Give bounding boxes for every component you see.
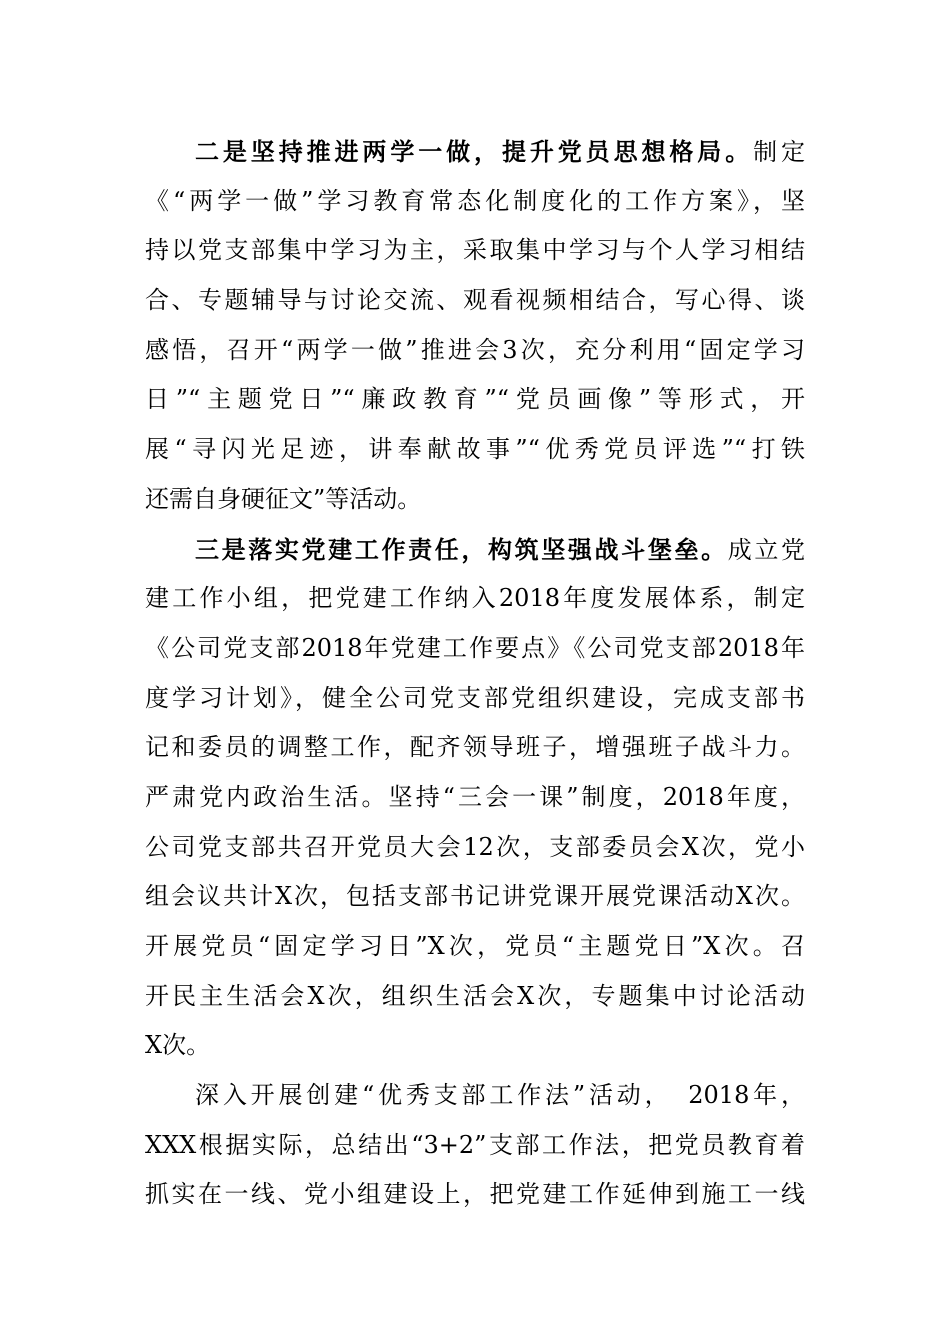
- document-page: [145, 127, 805, 1220]
- paragraph-line: 记和委员的调整工作，配齐领导班子，增强班子战斗力。: [145, 733, 805, 762]
- paragraph-two-learn-one-do: [145, 127, 805, 525]
- paragraph-text: 制定: [753, 138, 805, 166]
- paragraph-line: 建工作小组，把党建工作纳入2018年度发展体系，制定: [145, 584, 805, 613]
- paragraph-excellent-branch-method: [145, 1071, 805, 1220]
- paragraph-line: 度学习计划》，健全公司党支部党组织建设，完成支部书: [145, 683, 805, 712]
- paragraph-line: [145, 525, 805, 575]
- paragraph-line: 抓实在一线、党小组建设上，把党建工作延伸到施工一线: [145, 1180, 805, 1209]
- paragraph-heading: 二是坚持推进两学一做，提升党员思想格局。: [195, 137, 754, 166]
- paragraph-line: 组会议共计X次，包括支部书记讲党课开展党课活动X次。: [145, 882, 805, 911]
- paragraph-heading: 三是落实党建工作责任，构筑坚强战斗堡垒。: [195, 534, 728, 564]
- paragraph-line: 《“两学一做”学习教育常态化制度化的工作方案》，坚: [145, 186, 805, 215]
- paragraph-line: 开展党员“固定学习日”X次，党员“主题党日”X次。召: [145, 932, 805, 960]
- paragraph-line: 深入开展创建“优秀支部工作法”活动， 2018年，: [195, 1081, 805, 1110]
- paragraph-line: 持以党支部集中学习为主，采取集中学习与个人学习相结: [145, 236, 805, 265]
- paragraph-text: 成立党: [727, 535, 806, 564]
- paragraph-line: 日”“主题党日”“廉政教育”“党员画像”等形式，开: [145, 385, 805, 414]
- paragraph-line: 展“寻闪光足迹，讲奉献故事”“优秀党员评选”“打铁: [145, 435, 805, 464]
- paragraph-line: 感悟，召开“两学一做”推进会3次，充分利用“固定学习: [145, 335, 805, 364]
- paragraph-line: 公司党支部共召开党员大会12次，支部委员会X次，党小: [145, 832, 805, 861]
- paragraph-line: XXX根据实际，总结出“3+2”支部工作法，把党员教育着: [145, 1130, 805, 1159]
- paragraph-line: [145, 127, 805, 177]
- paragraph-line: 还需自身硬征文”等活动。: [145, 484, 422, 513]
- paragraph-line: 开民主生活会X次，组织生活会X次，专题集中讨论活动: [145, 981, 805, 1010]
- paragraph-line: X次。: [145, 1031, 211, 1060]
- paragraph-party-building-responsibility: [145, 525, 805, 1072]
- paragraph-line: 严肃党内政治生活。坚持“三会一课”制度，2018年度，: [145, 782, 805, 811]
- paragraph-line: 合、专题辅导与讨论交流、观看视频相结合，写心得、谈: [145, 286, 805, 315]
- paragraph-line: 《公司党支部2018年党建工作要点》《公司党支部2018年: [145, 633, 805, 662]
